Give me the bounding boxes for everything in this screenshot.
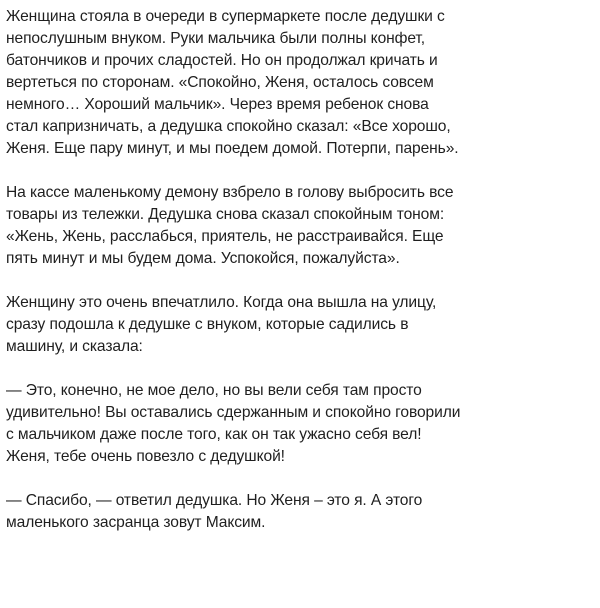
text-line: сразу подошла к дедушке с внуком, которые садились в (6, 316, 409, 333)
text-line: На кассе маленькому демону взбрело в голову выбросить все (6, 184, 454, 201)
text-line: товары из тележки. Дедушка снова сказал спокойным тоном: (6, 206, 445, 223)
text-line: пять минут и мы будем дома. Успокойся, пожалуйста». (6, 250, 400, 267)
paragraph-3 (6, 292, 598, 358)
text-line: маленького засранца зовут Максим. (6, 514, 266, 531)
text-line: «Жень, Жень, расслабься, приятель, не расстраивайся. Еще (6, 228, 444, 245)
text-line: Женщина стояла в очереди в супермаркете после дедушки с (6, 8, 445, 25)
text-line: удивительно! Вы оставались сдержанным и спокойно говорили (6, 404, 461, 421)
text-line: машину, и сказала: (6, 338, 143, 355)
text-line: непослушным внуком. Руки мальчика были полны конфет, (6, 30, 425, 47)
text-line: — Это, конечно, не мое дело, но вы вели себя там просто (6, 382, 422, 399)
paragraph-1 (6, 6, 598, 160)
text-line: вертеться по сторонам. «Спокойно, Женя, осталось совсем (6, 74, 434, 91)
paragraph-2 (6, 182, 598, 270)
text-line: стал капризничать, а дедушка спокойно сказал: «Все хорошо, (6, 118, 451, 135)
text-line: с мальчиком даже после того, как он так ужасно себя вел! (6, 426, 422, 443)
text-line: Женя, тебе очень повезло с дедушкой! (6, 448, 285, 465)
text-line: Женя. Еще пару минут, и мы поедем домой. Потерпи, парень». (6, 140, 459, 157)
paragraph-5 (6, 490, 598, 534)
text-line: Женщину это очень впечатлило. Когда она вышла на улицу, (6, 294, 437, 311)
text-line: — Спасибо, — ответил дедушка. Но Женя – это я. А этого (6, 492, 423, 509)
text-line: немного… Хороший мальчик». Через время ребенок снова (6, 96, 429, 113)
paragraph-4 (6, 380, 598, 468)
text-line: батончиков и прочих сладостей. Но он продолжал кричать и (6, 52, 438, 69)
story-text (6, 6, 598, 534)
